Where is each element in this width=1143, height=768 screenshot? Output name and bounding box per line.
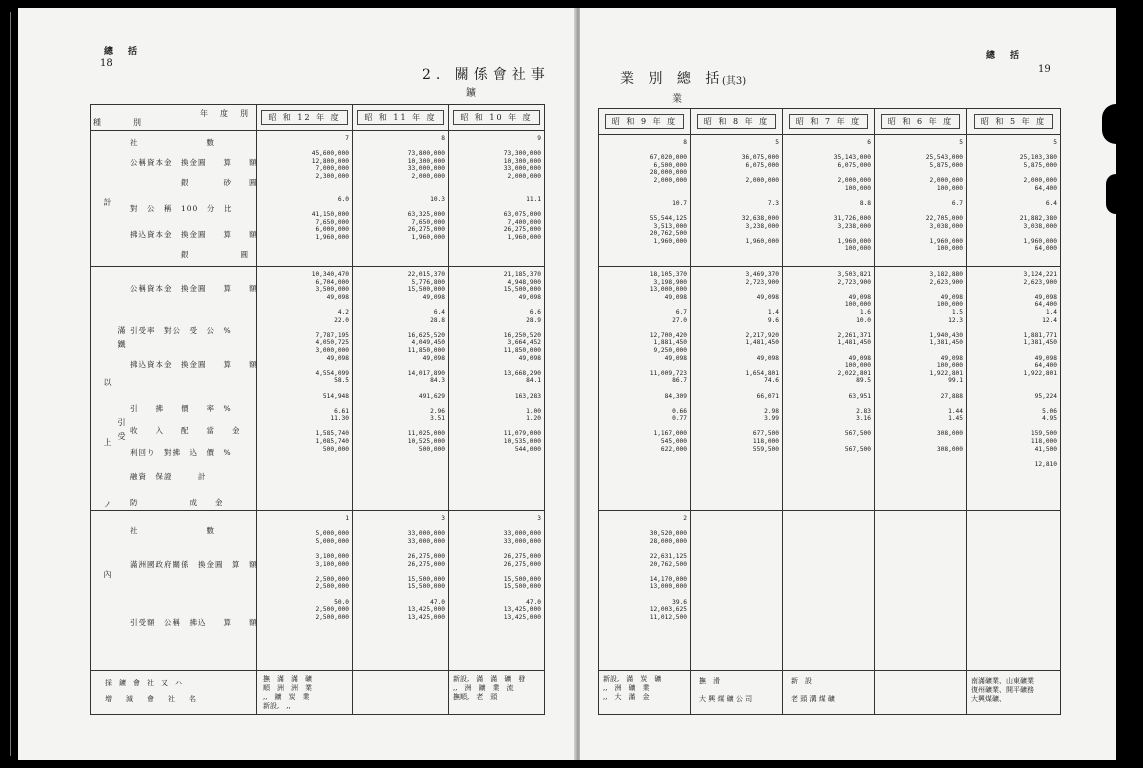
- edge-notch-1: [1102, 104, 1116, 144]
- cell-s5-block1: 5 25,103,380 5,875,000 2,000,000 64,400 6.4 21,882,380 3,038,000 1,960,000 64,000: [967, 135, 1061, 267]
- cell-s9-block3: 2 30,520,000 28,000,000 22,631,125 20,762,500 14,170,000 13,000,000 39.6 12,003,625 11,012,500: [599, 511, 691, 671]
- running-head-left: 總 括: [104, 47, 141, 57]
- stub-subscription-rate: 引受率 對公 受 公 %: [130, 326, 232, 335]
- running-head-right: 總 括: [986, 51, 1023, 61]
- section-label-right: 業: [672, 94, 686, 105]
- stub-company-count: 社 數: [130, 138, 215, 147]
- cell-s6-block1: 5 25,543,000 5,875,000 2,000,000 100,000 6.7 22,705,000 3,038,000 1,960,000 100,000: [875, 135, 967, 267]
- stub-paid-capital-2: 拂込資本金 換金圓 算 額: [130, 360, 258, 369]
- cell-s8-block1: 5 36,075,000 6,075,000 2,000,000 7.3 32,638,000 3,238,000 1,960,000: [691, 135, 783, 267]
- category-header-label: 種 別: [93, 118, 143, 127]
- col-header-s5: 昭 和 5 年 度: [967, 109, 1061, 135]
- stub-paid-rate: 引 拂 價 率 %: [130, 404, 232, 413]
- side-char-i: 以: [103, 378, 112, 392]
- cell-s5-block3: [967, 511, 1061, 671]
- stub-silver: 銀 砂 圓: [130, 178, 258, 187]
- section-label-left: 鑛: [466, 88, 480, 99]
- page-title-right: 業 別 總 括: [620, 71, 725, 87]
- cell-s10-block2: 21,185,370 4,948,900 15,500,000 49,098 6.6 28.9 16,250,520 3,664,452 11,850,000 49,098 13,668,290 84.1 163,283 1.00 1.20 11,079,000 10,535,000 544,000: [449, 267, 545, 511]
- col-header-s10: 昭 和 10 年 度: [449, 105, 545, 131]
- cell-s10-block1: 9 73,300,000 10,300,000 33,000,000 2,000,000 11.1 63,075,000 7,400,000 26,275,000 1,960,000: [449, 131, 545, 267]
- col-header-s12: 昭 和 12 年 度: [257, 105, 353, 131]
- footer-stub: [91, 671, 257, 715]
- cell-s10-block3: 3 33,000,000 33,000,000 26,275,000 26,275,000 15,500,000 15,500,000 47.0 13,425,000 13,425,000: [449, 511, 545, 671]
- footer-s8: 撫 滑 大 興 煤 礦 公 司: [691, 671, 783, 715]
- footer-s9: 新設, 滿 炭 礦 ,, 洲 礦 業 ,, 大 滿 金: [599, 671, 691, 715]
- corner-header: [91, 105, 257, 131]
- cell-s6-block2: 3,182,880 2,623,900 49,098 100,000 1.5 12.3 1,940,430 1,381,450 49,098 100,000 1,922,801 99.1 27,888 1.44 1.45 308,000 308,000: [875, 267, 967, 511]
- stub-nominal-capital-2: 公稱資本金 換金圓 算 額: [130, 284, 258, 293]
- cell-s7-block2: 3,503,821 2,723,900 49,098 100,000 1.6 10.0 2,261,371 1,481,450 49,098 100,000 2,022,801 89.5 63,951 2.83 3.16 567,500 567,500: [783, 267, 875, 511]
- cell-s12-block1: 7 45,600,000 12,800,000 7,000,000 2,300,000 6.0 41,150,000 7,650,000 6,000,000 1,960,000: [257, 131, 353, 267]
- side-char-uchi: 內: [103, 570, 112, 584]
- footer-s11: [353, 671, 449, 715]
- col-header-s8: 昭 和 8 年 度: [691, 109, 783, 135]
- col-header-s7: 昭 和 7 年 度: [783, 109, 875, 135]
- footer-s5: 南滿礦業、山東礦業 復州礦業、開平礦務 大興煤礦、: [967, 671, 1061, 715]
- page-title-left: 2. 關係會社事: [422, 67, 550, 83]
- footer-row2: 增 減 會 社 名: [105, 695, 196, 703]
- stub-subscribed-amount: 引受額 公稱 拂込 算 額: [130, 618, 258, 627]
- stub-company-count-2: 社 數: [130, 526, 215, 535]
- stub-financing: 融資 保證 計: [130, 472, 207, 481]
- cell-s12-block2: 10,340,470 6,704,000 3,500,000 49,098 4.2 22.0 7,787,195 4,050,725 3,000,000 49,098 4,554,099 58.5 514,948 6.61 11.30 1,585,740 1,085,740 500,000: [257, 267, 353, 511]
- page-title-suffix: (其3): [722, 76, 747, 87]
- side-char-total: 計: [103, 198, 112, 212]
- stub-paid-capital: 拂込資本金 換金圓 算 額: [130, 230, 258, 239]
- footer-s10: 新設, 滿 滿 礦 發 ,, 洲 鑛 業 流 撫順, 老 頭: [449, 671, 545, 715]
- cell-s9-block1: 8 67,020,000 6,500,000 28,000,000 2,000,000 10.7 55,544,125 3,513,000 20,762,500 1,960,000: [599, 135, 691, 267]
- cell-s7-block3: [783, 511, 875, 671]
- col-header-s6: 昭 和 6 年 度: [875, 109, 967, 135]
- side-sub-hikiuke: 引受: [117, 418, 126, 446]
- side-char-no: ノ: [103, 500, 112, 514]
- cell-s7-block1: 6 35,143,000 6,075,000 2,000,000 100,000 8.8 31,726,000 3,238,000 1,960,000 100,000: [783, 135, 875, 267]
- stub-govt: 滿洲國政府關係 換金圓 算 額: [130, 560, 258, 569]
- edge-notch-2: [1106, 174, 1116, 214]
- footer-s7: 新 設 老 頭 溝 煤 礦: [783, 671, 875, 715]
- footer-s12: 撫 滿 滿 礦 順 洲 洲 業 ,, 鑛 炭 業 新設, ,,: [257, 671, 353, 715]
- stub-dividend: 收 入 配 當 金: [130, 426, 241, 435]
- col-header-s11: 昭 和 11 年 度: [353, 105, 449, 131]
- footer-s6: [875, 671, 967, 715]
- main-table-right: [598, 108, 1061, 715]
- cell-s9-block2: 18,105,370 3,198,900 13,000,000 49,098 6.7 27.0 12,700,420 1,881,450 9,250,000 49,098 11,009,723 86.7 84,309 0.66 0.77 1,167,000 545,000 622,000: [599, 267, 691, 511]
- page-number-left: 18: [100, 58, 113, 69]
- right-page: [580, 8, 1116, 760]
- col-header-s9: 昭 和 9 年 度: [599, 109, 691, 135]
- cell-s8-block3: [691, 511, 783, 671]
- stub-nominal-capital: 公稱資本金 換金圓 算 額: [130, 158, 258, 167]
- side-char-ue: 上: [103, 438, 112, 452]
- stub-silver-2: 銀 圓: [130, 250, 249, 259]
- stub-yield: 利回り 對拂 込 價 %: [130, 448, 232, 457]
- stub-ratio: 對 公 稱 100 分 比: [130, 204, 233, 213]
- page-number-right: 19: [1038, 64, 1051, 75]
- cell-s11-block2: 22,015,370 5,776,800 15,500,000 49,098 6.4 28.8 16,625,520 4,049,450 11,850,000 49,098 14,017,890 84.3 491,629 2.96 3.51 11,025,000 10,525,000 500,000: [353, 267, 449, 511]
- side-group-mantetsu: 滿鐵: [117, 326, 126, 354]
- cell-s11-block1: 8 73,800,000 10,300,000 33,000,000 2,000,000 10.3 63,325,000 7,650,000 26,275,000 1,960,000: [353, 131, 449, 267]
- stub-subsidy: 防 成 金: [130, 498, 224, 507]
- year-header-label: 年 度 別: [200, 109, 250, 118]
- stub-block-1: [91, 131, 257, 267]
- cell-s11-block3: 3 33,000,000 33,000,000 26,275,000 26,275,000 15,500,000 15,500,000 47.0 13,425,000 13,425,000: [353, 511, 449, 671]
- cell-s12-block3: 1 5,000,000 5,000,000 3,100,000 3,100,000 2,500,000 2,500,000 50.0 2,500,000 2,500,000: [257, 511, 353, 671]
- footer-row1: 採 鑛 會 社 又 ハ: [105, 679, 182, 687]
- cell-s6-block3: [875, 511, 967, 671]
- cell-s5-block2: 3,124,221 2,623,900 49,098 64,400 1.4 12.4 1,881,771 1,381,450 49,098 64,400 1,922,801 95,224 5.06 4.95 159,500 118,000 41,500 12,810: [967, 267, 1061, 511]
- left-page: [18, 8, 576, 760]
- cell-s8-block2: 3,469,370 2,723,900 49,098 1.4 9.6 2,217,920 1,481,450 49,098 1,654,801 74.6 66,071 2.98 3.99 677,500 118,000 559,500: [691, 267, 783, 511]
